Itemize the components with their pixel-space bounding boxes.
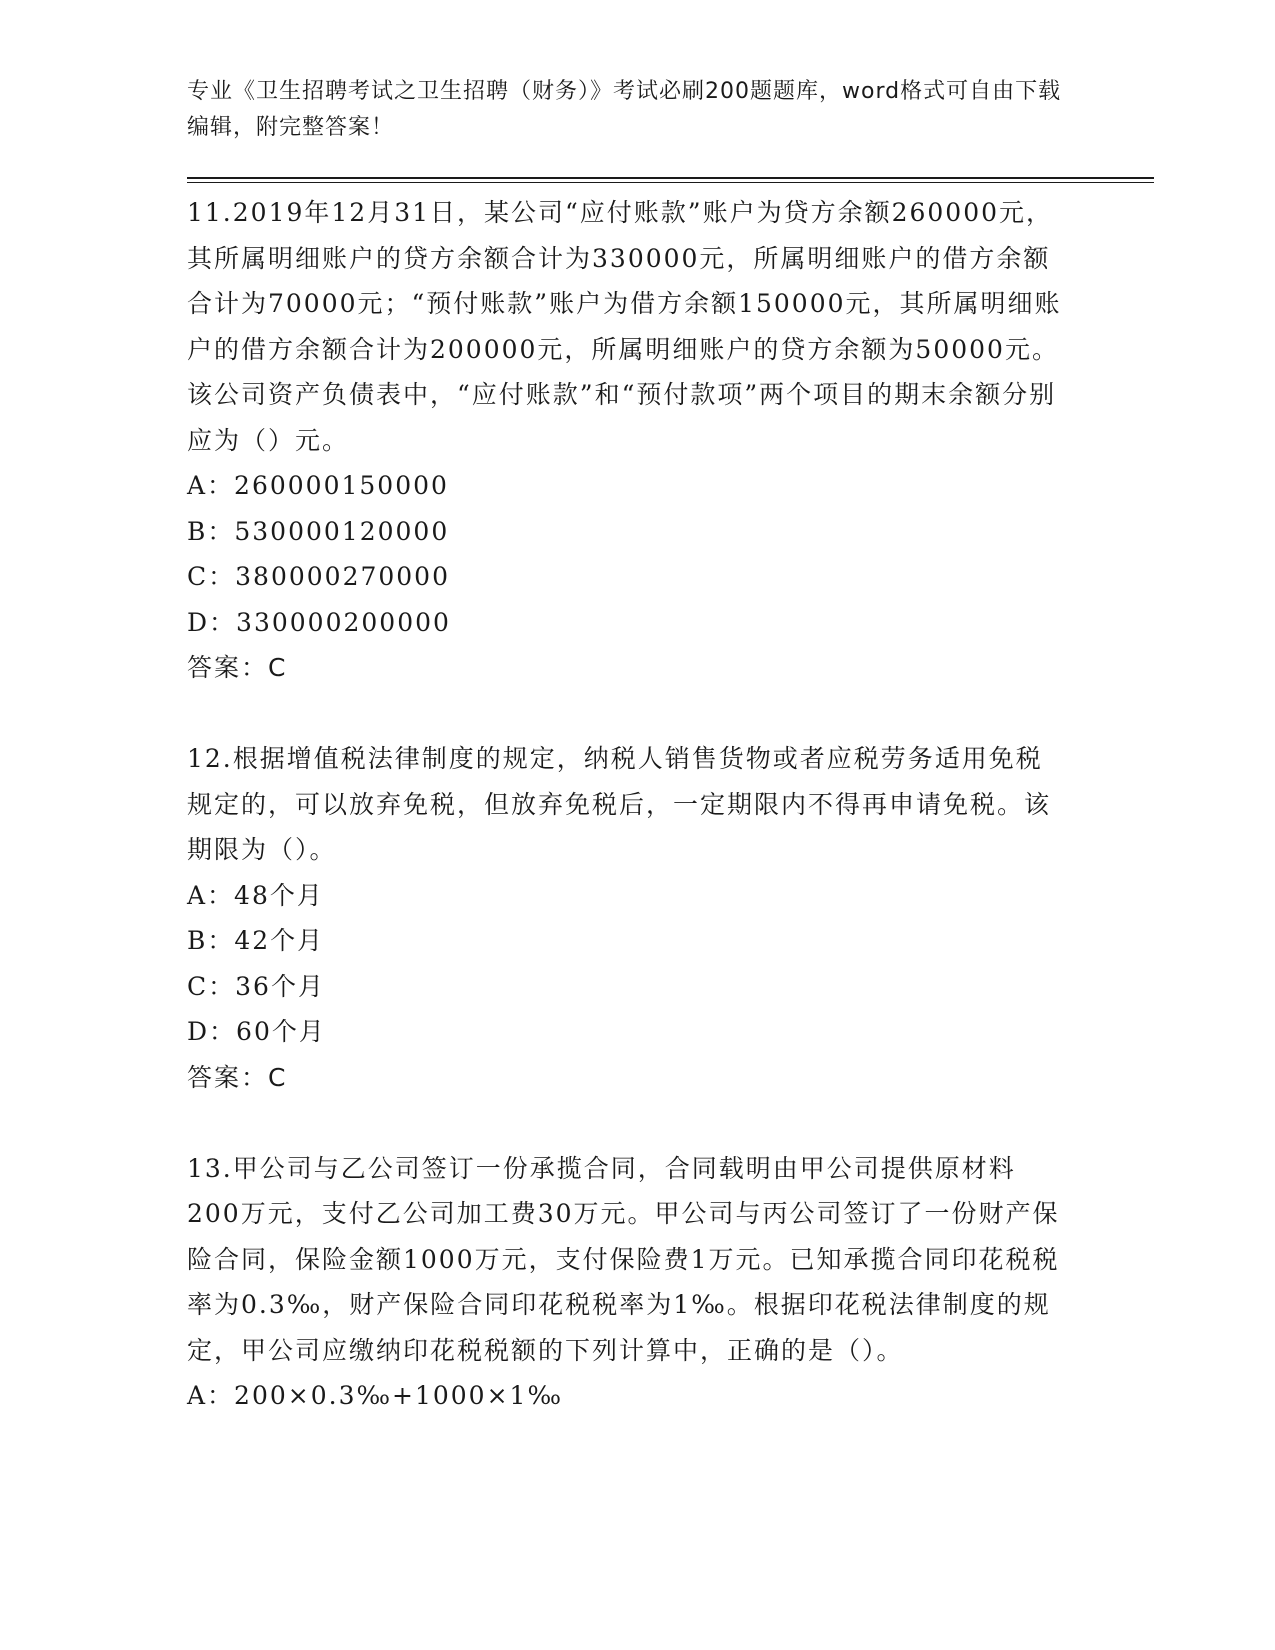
document-header: 专业《卫生招聘考试之卫生招聘（财务）》考试必刷200题题库，word格式可自由下载编辑，附完整答案！ [187,79,1062,140]
question-11 [187,190,1067,691]
answer: 答案：C [187,1062,288,1092]
option-d: D：60个月 [187,1017,326,1046]
option-c: C：36个月 [187,971,325,1001]
option-a: A：48个月 [187,880,324,910]
header-rule-thin [187,182,1154,183]
question-text: 11.2019年12月31日，某公司“应付账款”账户为贷方余额260000元，其所属明细账户的贷方余额合计为330000元，所属明细账户的借方余额合计为70000元；“预付账款”账户为借方余额150000元，其所属明细账户的借方余额合计为200000元，所属明细账户的贷方余额为50000元。该公司资产负债表中，“应付账款”和“预付款项”两个项目的期末余额分别应为（）元。 [187,198,1062,455]
option-a: A：200×0.3‰+1000×1‰ [187,1381,563,1410]
question-text: 12.根据增值税法律制度的规定，纳税人销售货物或者应税劳务适用免税规定的，可以放弃免税，但放弃免税后，一定期限内不得再申请免税。该期限为（）。 [187,744,1052,864]
header-rule-thick [187,177,1154,179]
question-text: 13.甲公司与乙公司签订一份承揽合同，合同载明由甲公司提供原材料200万元，支付乙公司加工费30万元。甲公司与丙公司签订了一份财产保险合同，保险金额1000万元，支付保险费1万元。已知承揽合同印花税税率为0.3‰，财产保险合同印花税税率为1‰。根据印花税法律制度的规定，甲公司应缴纳印花税税额的下列计算中，正确的是（）。 [187,1153,1060,1365]
question-list [187,190,1067,1419]
option-a: A：260000150000 [187,471,449,500]
option-b: B：530000120000 [187,516,450,546]
option-d: D：330000200000 [187,607,451,637]
option-c: C：380000270000 [187,562,450,591]
answer: 答案：C [187,653,288,682]
question-13 [187,1146,1067,1419]
question-12 [187,736,1067,1100]
option-b: B：42个月 [187,926,325,955]
